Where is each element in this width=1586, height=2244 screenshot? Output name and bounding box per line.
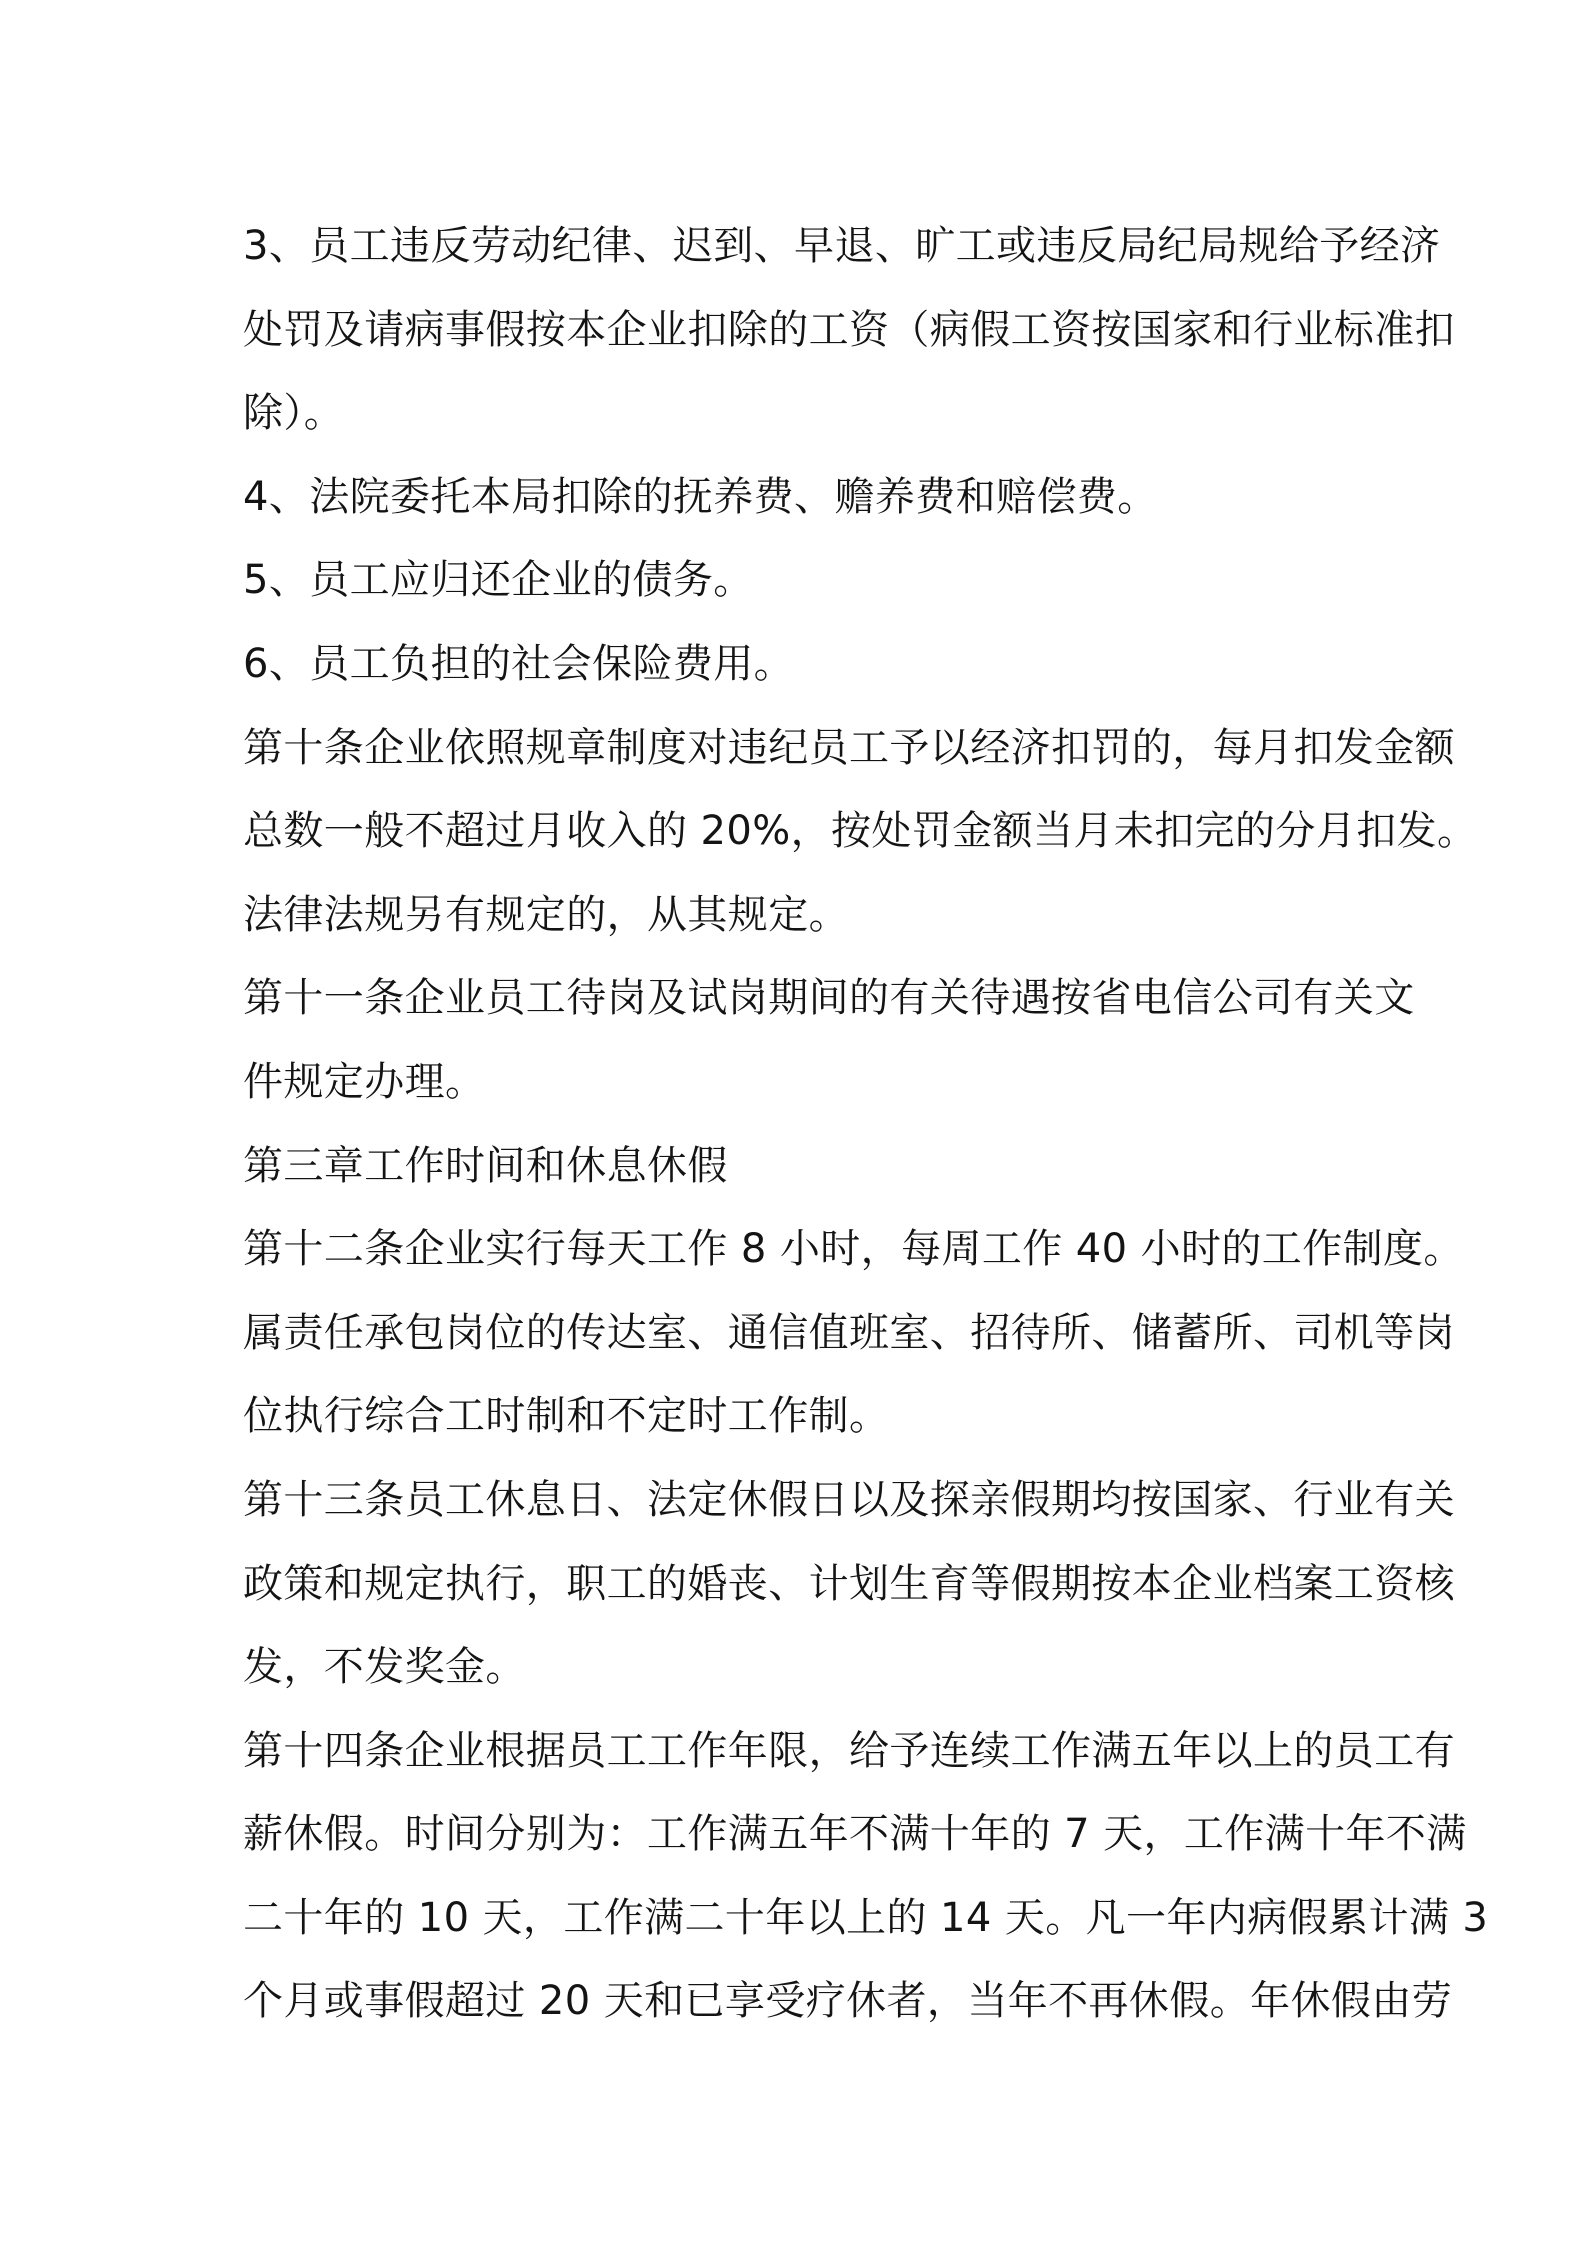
text-line: 总数一般不超过月收入的 20%，按处罚金额当月未扣完的分月扣发。 [243, 808, 1478, 855]
text-line: 第十三条员工休息日、法定休假日以及探亲假期均按国家、行业有关 [243, 1476, 1455, 1523]
text-line: 第十一条企业员工待岗及试岗期间的有关待遇按省电信公司有关文 [243, 975, 1415, 1022]
text-line: 发，不发奖金。 [243, 1644, 526, 1691]
text-line: 个月或事假超过 20 天和已享受疗休者，当年不再休假。年休假由劳 [243, 1978, 1453, 2025]
text-line: 法律法规另有规定的，从其规定。 [243, 891, 849, 938]
text-line: 二十年的 10 天，工作满二十年以上的 14 天。凡一年内病假累计满 3 [243, 1894, 1489, 1941]
text-line: 3、员工违反劳动纪律、迟到、早退、旷工或违反局纪局规给予经济 [243, 223, 1441, 269]
document-body [243, 205, 1489, 2044]
text-line: 第十二条企业实行每天工作 8 小时，每周工作 40 小时的工作制度。 [243, 1226, 1464, 1273]
text-line: 政策和规定执行，职工的婚丧、计划生育等假期按本企业档案工资核 [243, 1560, 1455, 1607]
text-line: 除）。 [243, 390, 345, 437]
text-line: 属责任承包岗位的传达室、通信值班室、招待所、储蓄所、司机等岗 [243, 1309, 1455, 1356]
text-line: 4、法院委托本局扣除的抚养费、赡养费和赔偿费。 [243, 473, 1158, 520]
text-line: 位执行综合工时制和不定时工作制。 [243, 1393, 890, 1440]
text-line: 第十四条企业根据员工工作年限，给予连续工作满五年以上的员工有 [243, 1727, 1455, 1774]
chapter-heading: 第三章工作时间和休息休假 [243, 1142, 728, 1189]
text-line: 薪休假。时间分别为：工作满五年不满十年的 7 天，工作满十年不满 [243, 1811, 1467, 1858]
text-line: 6、员工负担的社会保险费用。 [243, 640, 795, 687]
text-line: 件规定办理。 [243, 1058, 486, 1105]
text-line: 第十条企业依照规章制度对违纪员工予以经济扣罚的，每月扣发金额 [243, 724, 1455, 771]
text-line: 处罚及请病事假按本企业扣除的工资（病假工资按国家和行业标准扣 [243, 306, 1455, 353]
text-line: 5、员工应归还企业的债务。 [243, 557, 754, 604]
